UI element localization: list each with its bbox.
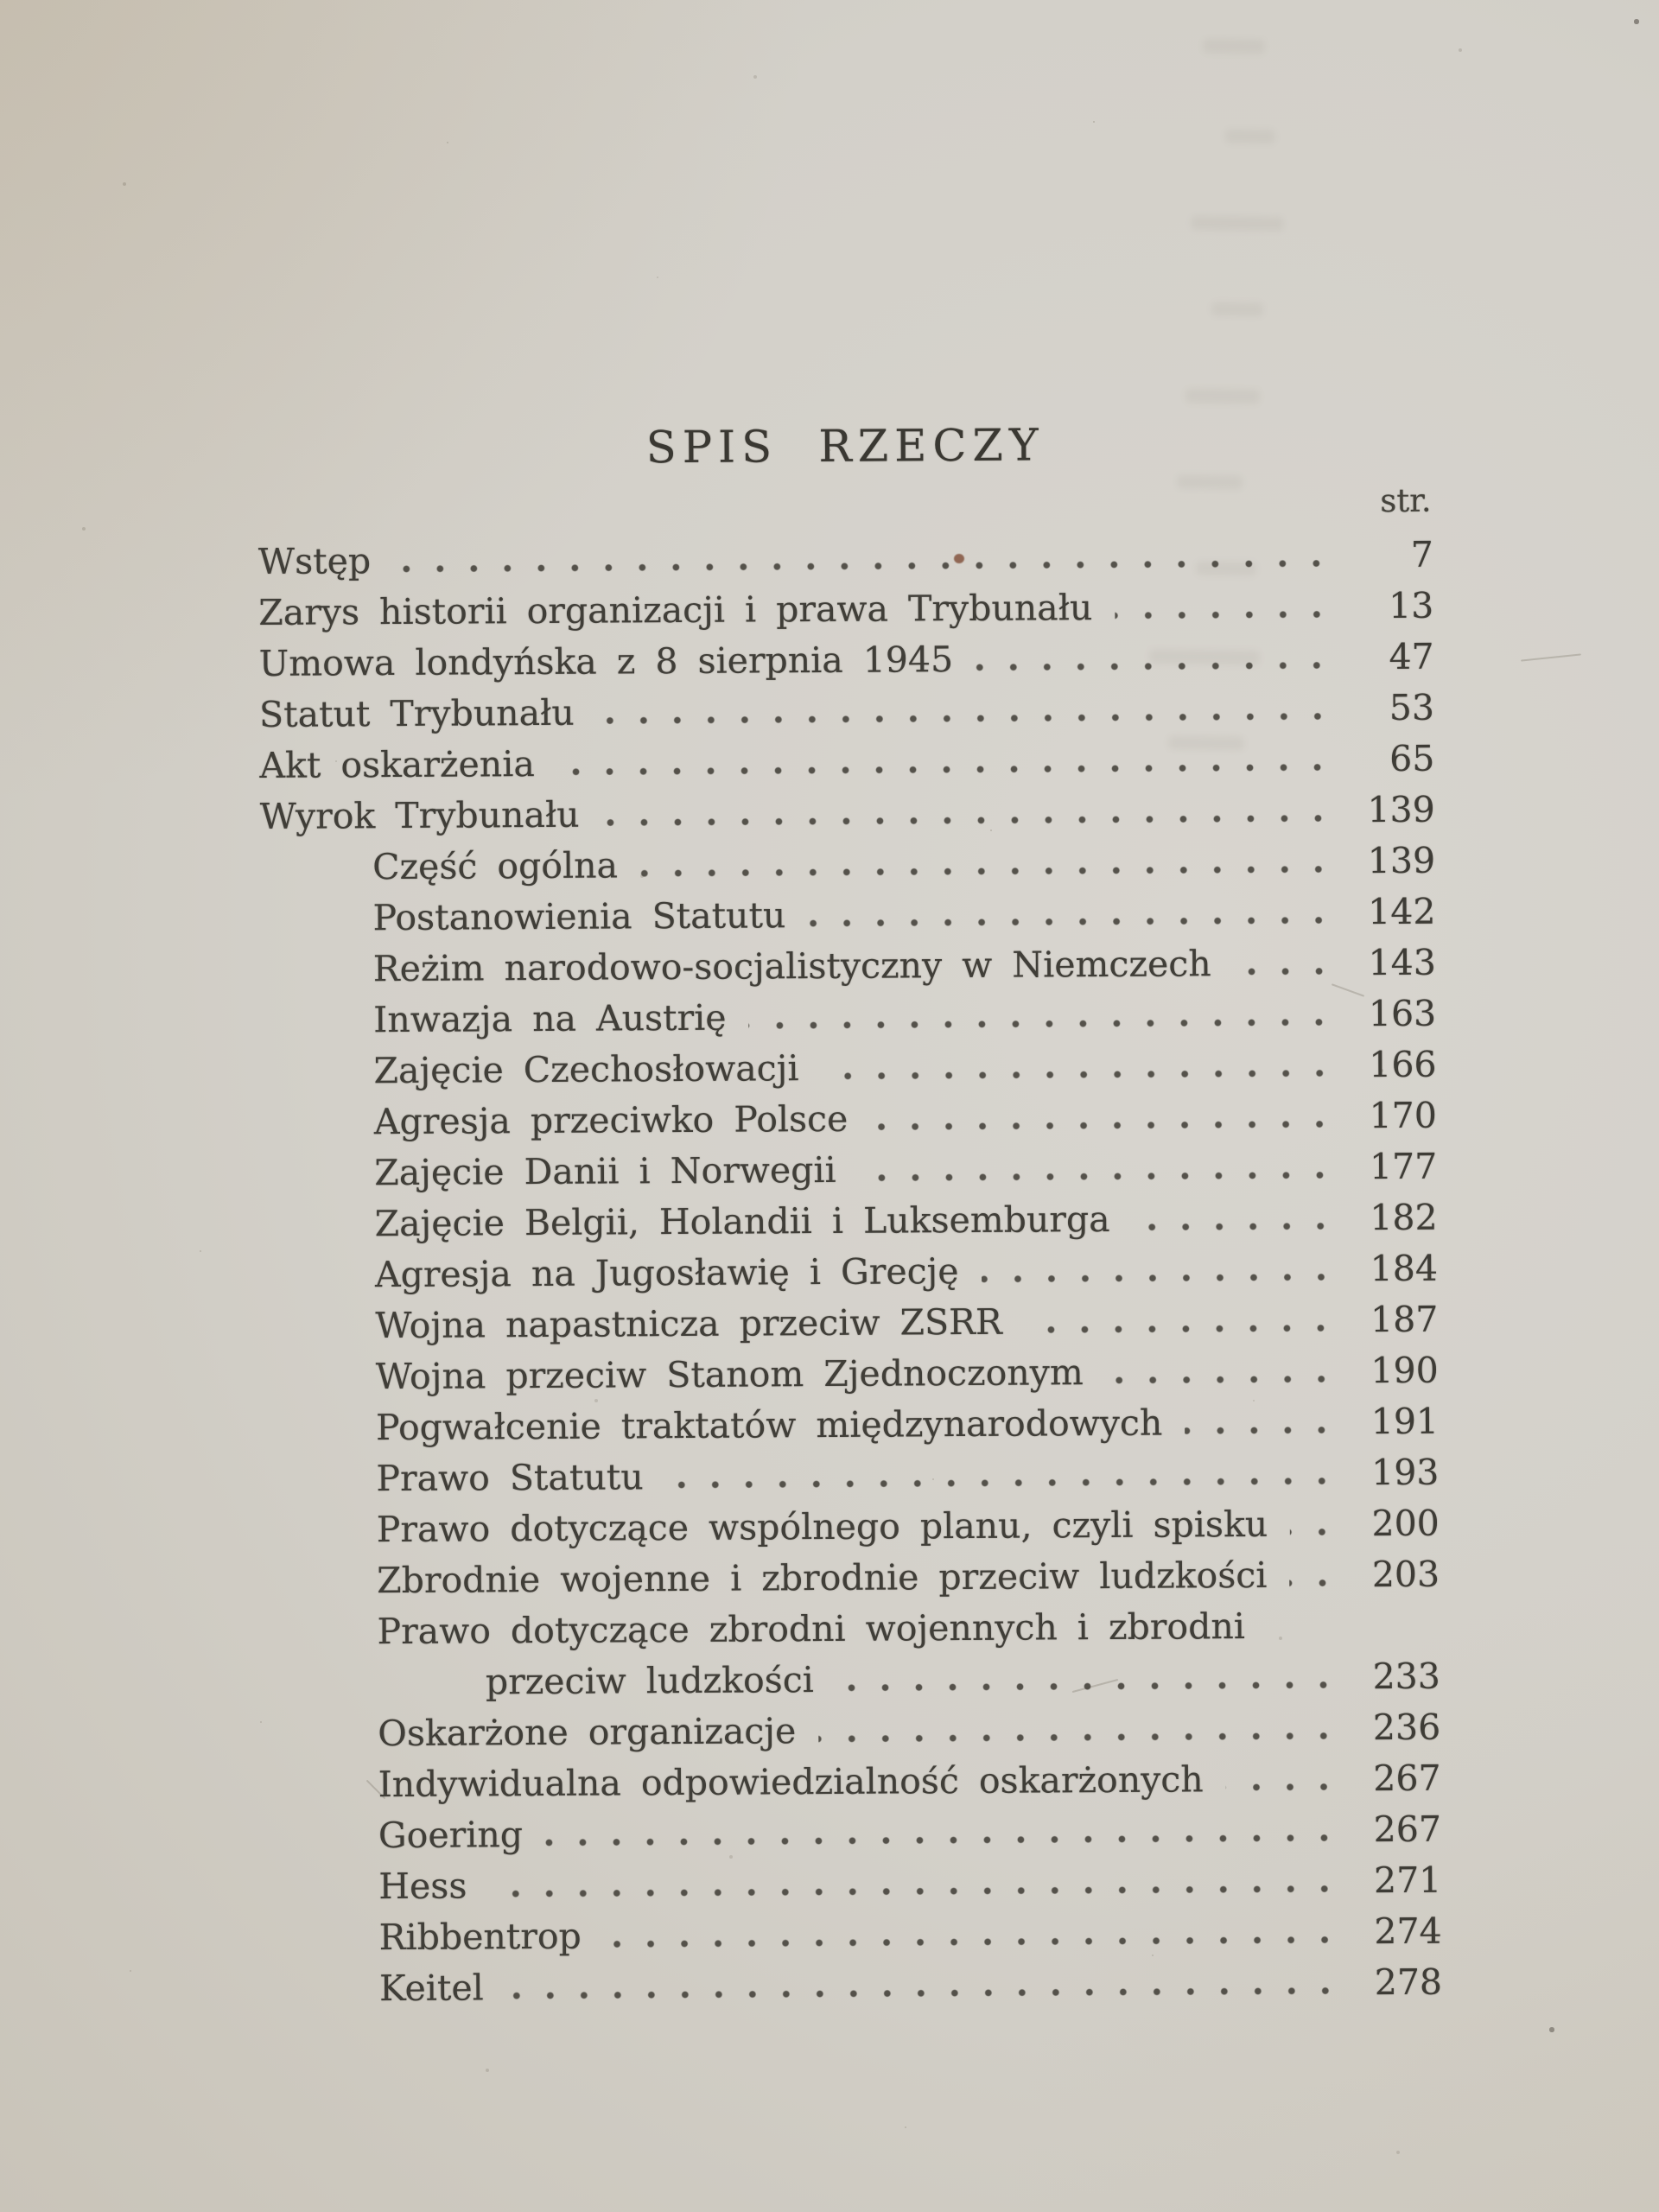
dot-leader [822,1069,1337,1080]
toc-entry-page-number: 184 [1370,1247,1439,1290]
dot-leader [1115,610,1333,620]
toc-entry-page-number: 7 [1410,533,1434,575]
dot-leader [976,661,1334,671]
toc-entry-label: Akt oskarżenia [259,743,535,786]
toc-entry-page-number: 163 [1368,992,1437,1035]
toc-entry-label: Reżim narodowo-socjalistyczny w Niemczech [372,943,1211,990]
toc-entry-page-number: 278 [1374,1961,1443,2004]
toc-entry [266,1859,1441,1917]
toc-entry-page-number: 267 [1373,1757,1441,1800]
toc-entry-page-number: 187 [1370,1298,1439,1341]
dot-leader [1025,1324,1338,1333]
toc-entry-page-number: 139 [1367,788,1435,831]
toc-entry-label: Zajęcie Belgii, Holandii i Luksemburga [374,1198,1110,1245]
toc-entry-label: Wyrok Trybunału [259,793,580,837]
toc-entry-page-number: 236 [1372,1706,1441,1749]
toc-entry-label: Zbrodnie wojenne i zbrodnie przeciw ludzkości [377,1554,1268,1602]
toc-entry-label: Zarys historii organizacji i prawa Trybunału [258,587,1093,633]
toc-entry-label: Keitel [378,1967,484,2010]
toc-entry-page-number: 191 [1370,1400,1440,1443]
toc-entry-page-number: 143 [1368,941,1436,984]
toc-entry-label: Indywidualna odpowiedzialność oskarżonych [378,1758,1204,1806]
toc-entry-page-number: 53 [1389,686,1435,729]
toc-entry-page-number: 267 [1373,1808,1442,1851]
dot-leader [1106,1375,1338,1384]
toc-list [258,534,1442,2019]
book-page [257,418,1442,2019]
dot-leader [1289,1579,1339,1586]
toc-entry [264,1554,1440,1611]
toc-entry-page-number: 233 [1372,1655,1441,1698]
toc-entry-page-number: 274 [1374,1910,1442,1953]
toc-entry-page-number: 142 [1368,890,1436,933]
toc-entry [262,1095,1437,1153]
page-title: SPIS RZECZY [645,420,1045,474]
toc-entry-page-number: 182 [1370,1196,1438,1239]
toc-entry-label: Ribbentrop [378,1915,582,1959]
bleed-through-ghost [1211,302,1263,317]
bleed-through-ghost [1225,130,1275,144]
toc-entry [265,1656,1440,1713]
toc-entry [260,891,1435,949]
toc-entry [259,738,1434,796]
dot-leader [749,1018,1337,1029]
dot-leader [818,1732,1340,1743]
toc-entry-label: Wojna przeciw Stanom Zjednoczonym [375,1351,1084,1398]
toc-entry [263,1197,1438,1255]
dot-leader [489,1885,1341,1897]
dot-leader [1226,1783,1341,1791]
bleed-through-ghost [1203,38,1265,54]
toc-entry-page-number: 47 [1389,635,1434,678]
toc-entry [265,1707,1440,1764]
toc-entry-label: Statut Trybunału [258,691,575,735]
toc-entry [264,1401,1439,1459]
toc-entry [267,1910,1442,1968]
toc-entry-label: Wojna napastnicza przeciw ZSRR [375,1300,1002,1347]
toc-entry [263,1299,1438,1357]
toc-entry [259,636,1434,694]
toc-entry-page-number: 170 [1369,1094,1438,1137]
toc-entry [261,993,1436,1051]
paper-fiber [1521,653,1581,661]
toc-entry-label: Zajęcie Czechosłowacji [373,1047,799,1092]
toc-entry-page-number: 203 [1371,1553,1440,1596]
toc-entry-label: Pogwałcenie traktatów międzynarodowych [375,1402,1163,1449]
toc-entry [266,1808,1441,1866]
toc-entry-label: Część ogólna [372,844,619,888]
dot-leader [545,1834,1341,1847]
toc-entry [264,1452,1439,1510]
toc-entry-label: Inwazja na Austrię [373,996,727,1041]
toc-entry-label: Goering [378,1814,524,1857]
dot-leader [1290,1528,1339,1535]
toc-entry-page-number: 200 [1371,1502,1440,1545]
toc-entry [262,1146,1437,1204]
dot-leader [1234,967,1336,976]
toc-entry [258,534,1433,592]
dot-leader [1185,1426,1338,1434]
toc-entry-label: Prawo dotyczące wspólnego planu, czyli spisku [376,1503,1268,1551]
toc-entry-label: Hess [378,1865,467,1908]
bleed-through-ghost [1185,388,1260,404]
toc-entry [261,942,1436,1000]
toc-entry-label: Postanowienia Statutu [372,894,786,939]
toc-entry-label: Prawo Statutu [376,1456,644,1500]
toc-entry-page-number: 65 [1389,737,1435,780]
toc-entry-label: Prawo dotyczące zbrodni wojennych i zbrodni [377,1605,1246,1653]
toc-entry-page-number: 193 [1371,1451,1440,1494]
toc-entry [267,1961,1442,2019]
dot-leader [982,1273,1338,1283]
dot-leader [666,1477,1339,1489]
toc-entry-page-number: 177 [1369,1145,1438,1188]
toc-entry-label: Umowa londyńska z 8 sierpnia 1945 [258,639,954,684]
toc-entry-label: Wstęp [257,540,372,582]
dot-leader [602,814,1335,826]
toc-entry-page-number: 166 [1369,1043,1437,1086]
page-column-header: str. [1380,481,1432,520]
toc-entry [263,1248,1438,1306]
toc-entry-page-number: 139 [1367,839,1436,882]
paper-speckles [0,0,2,2]
dot-leader [1133,1222,1338,1230]
toc-entry [260,840,1435,898]
dot-leader [836,1681,1340,1692]
bleed-through-ghost [1191,215,1284,232]
dot-leader [859,1171,1338,1181]
toc-entry [264,1503,1440,1560]
toc-entry-page-number: 271 [1373,1859,1442,1902]
dot-leader [506,1986,1342,1999]
toc-entry-label: Zajęcie Danii i Norwegii [374,1148,836,1194]
toc-entry [258,585,1433,643]
toc-entry [264,1605,1440,1662]
toc-entry [259,687,1434,745]
dot-leader [393,559,1333,573]
toc-entry-label: Agresja przeciwko Polsce [373,1097,849,1143]
toc-entry [260,789,1435,847]
dot-leader [808,916,1335,927]
dot-leader [604,1936,1342,1948]
toc-entry-label: Agresja na Jugosławię i Grecję [374,1250,959,1296]
toc-entry [261,1044,1436,1102]
dot-leader [640,865,1335,877]
toc-entry-label: przeciw ludzkości [485,1659,814,1703]
toc-entry [264,1350,1439,1408]
toc-entry-page-number: 190 [1370,1349,1439,1392]
toc-entry-label: Oskarżone organizacje [378,1710,797,1755]
dot-leader [870,1120,1337,1130]
toc-entry [265,1758,1440,1815]
dot-leader [557,763,1335,775]
toc-entry-page-number: 13 [1388,584,1434,627]
dot-leader [597,712,1334,724]
